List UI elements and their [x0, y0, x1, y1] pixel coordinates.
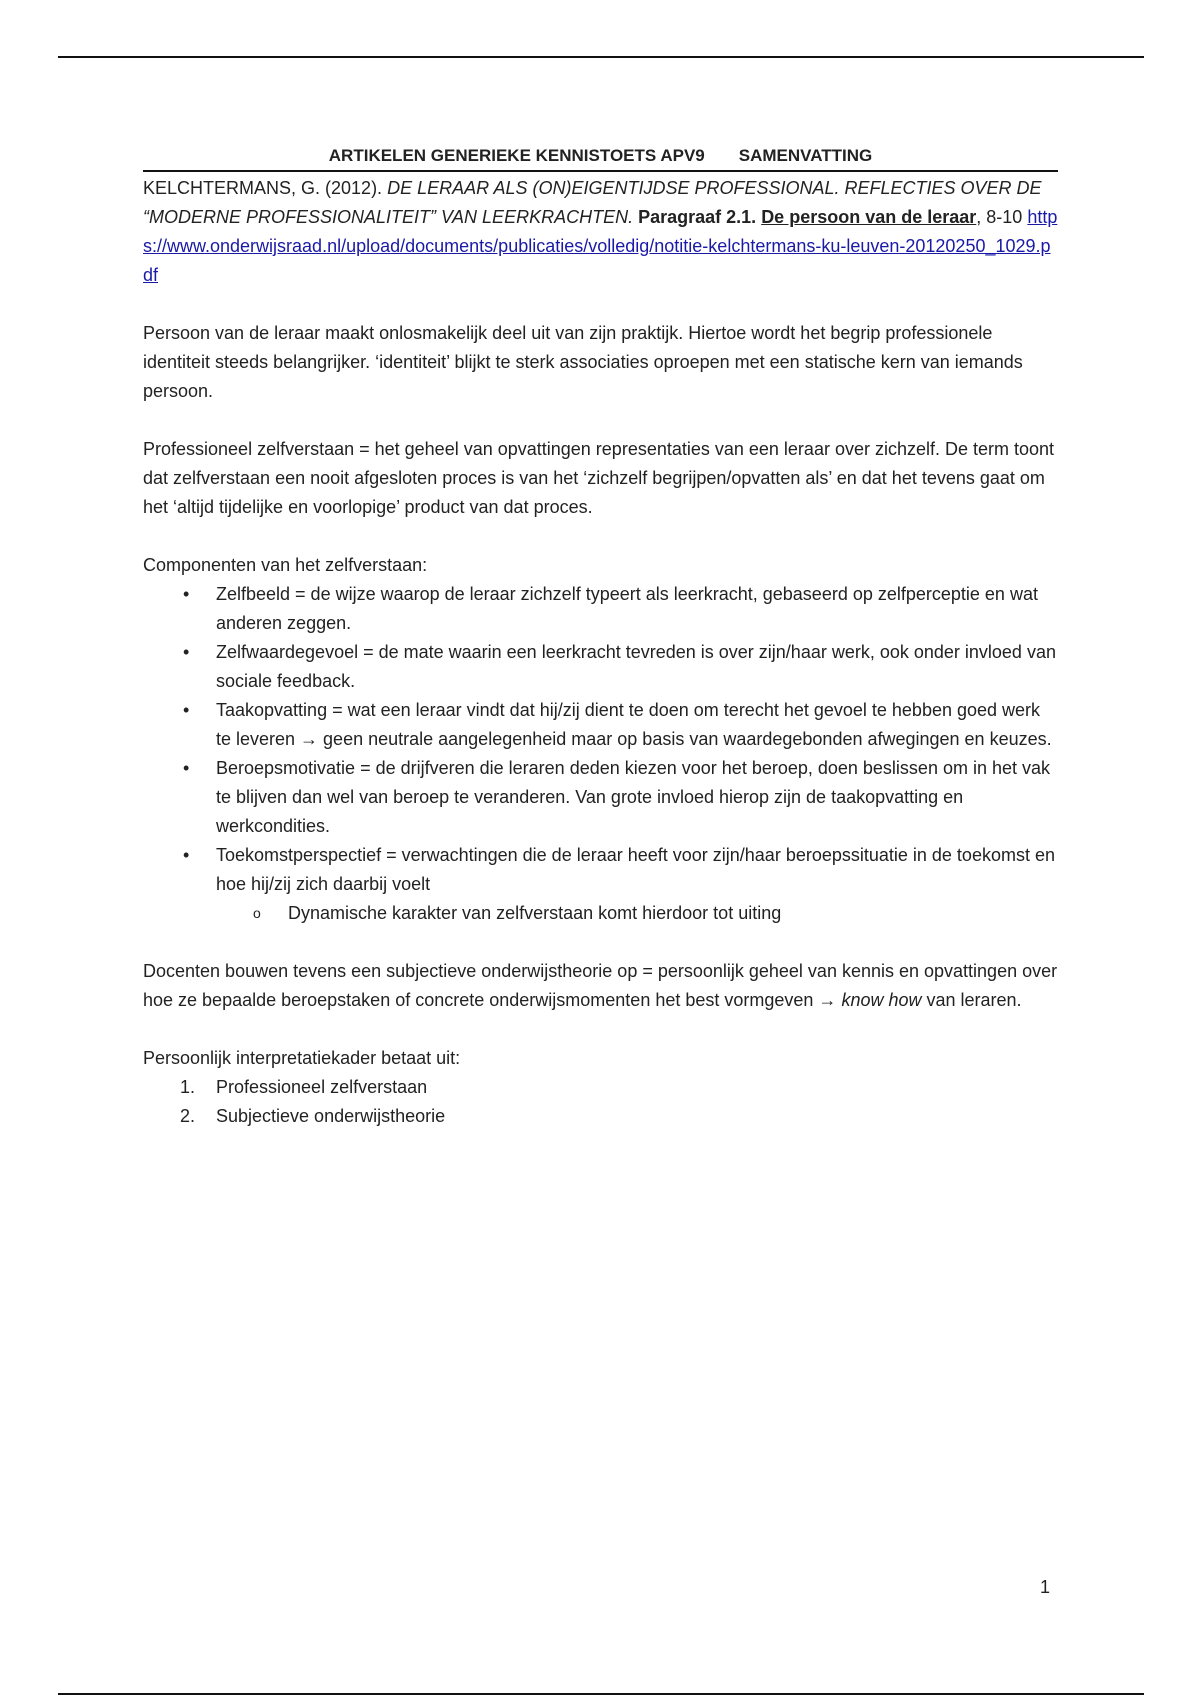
citation-pages: , 8-10 [976, 207, 1028, 227]
citation-link[interactable]: https://www.onderwijsraad.nl/upload/documents/publicaties/volledig/notitie-kelchtermans-ku-leuven-20120250_1029.pdf [143, 207, 1058, 285]
paragraph-identity: Persoon van de leraar maakt onlosmakelijk deel uit van zijn praktijk. Hiertoe wordt het begrip professionele identiteit steeds belangrijker. ‘identiteit’ blijkt te sterk associaties oproepen met een statische kern van iemands persoon. [143, 323, 1023, 401]
list-item: • Taakopvatting = wat een leraar vindt dat hij/zij dient te doen om terecht het gevoel te hebben goed werk te leveren → geen neutrale aangelegenheid maar op basis van waardegebonden afwegingen en keuzes. [143, 696, 1058, 754]
framework-list [143, 1073, 1058, 1131]
citation-title: DE LERAAR ALS (ON)EIGENTIJDSE PROFESSIONAL. REFLECTIES OVER DE “MODERNE PROFESSIONALITEIT” VAN LEERKRACHTEN. [143, 178, 1042, 227]
bullet-icon: • [183, 584, 190, 604]
components-list [143, 580, 1058, 928]
paragraph-self-understanding: Professioneel zelfverstaan = het geheel van opvattingen representaties van een leraar over zichzelf. De term toont dat zelfverstaan een nooit afgesloten proces is van het ‘zichzelf begrijpen/opvatten als’ en dat het tevens gaat om het ‘altijd tijdelijke en voorlopige’ product van dat proces. [143, 439, 1055, 517]
bullet-icon: • [183, 845, 190, 865]
document-header [143, 144, 1058, 172]
framework-section [143, 1044, 1058, 1131]
bullet-icon: • [183, 700, 190, 720]
paragraph-subjective-theory: Docenten bouwen tevens een subjectieve onderwijstheorie op = persoonlijk geheel van kennis en opvattingen over hoe ze bepaalde beroepstaken of concrete onderwijsmomenten het best vormgeven → know how van leraren. [143, 961, 1058, 1010]
components-section [143, 551, 1058, 928]
list-item: • Zelfbeeld = de wijze waarop de leraar zichzelf typeert als leerkracht, gebaseerd op zelfperceptie en wat anderen zeggen. [143, 580, 1058, 638]
list-item: • Beroepsmotivatie = de drijfveren die leraren deden kiezen voor het beroep, doen beslissen om in het vak te blijven dan wel van beroep te veranderen. Van grote invloed hierop zijn de taakopvatting en werkcondities. [143, 754, 1058, 841]
citation-author: KELCHTERMANS, G. (2012). [143, 178, 388, 198]
document-page [143, 144, 1058, 1131]
list-item: • Toekomstperspectief = verwachtingen die de leraar heeft voor zijn/haar beroepssituatie in de toekomst en hoe hij/zij zich daarbij voelt o Dynamische karakter van zelfverstaan komt hierdoor tot uiting [143, 841, 1058, 928]
citation-paragraph: Paragraaf 2.1. [638, 207, 757, 227]
sub-list [216, 899, 1058, 928]
citation-section: De persoon van de leraar [761, 207, 977, 227]
list-item: • Zelfwaardegevoel = de mate waarin een leerkracht tevreden is over zijn/haar werk, ook onder invloed van sociale feedback. [143, 638, 1058, 696]
bullet-icon: • [183, 642, 190, 662]
bullet-icon: • [183, 758, 190, 778]
page-bottom-rule [58, 1693, 1144, 1695]
page-number: 1 [1040, 1577, 1051, 1597]
components-heading: Componenten van het zelfverstaan: [143, 555, 428, 575]
page-top-rule [58, 56, 1144, 58]
header-title-right: SAMENVATTING [738, 146, 873, 165]
circle-bullet-icon: o [253, 905, 261, 921]
sub-list-item: o Dynamische karakter van zelfverstaan komt hierdoor tot uiting [143, 899, 1058, 928]
framework-heading: Persoonlijk interpretatiekader betaat uit: [143, 1048, 461, 1068]
list-item: 1. Professioneel zelfverstaan [180, 1077, 428, 1097]
header-title-left: ARTIKELEN GENERIEKE KENNISTOETS APV9 [328, 146, 705, 165]
citation [143, 174, 1058, 290]
list-item: 2. Subjectieve onderwijstheorie [180, 1106, 446, 1126]
